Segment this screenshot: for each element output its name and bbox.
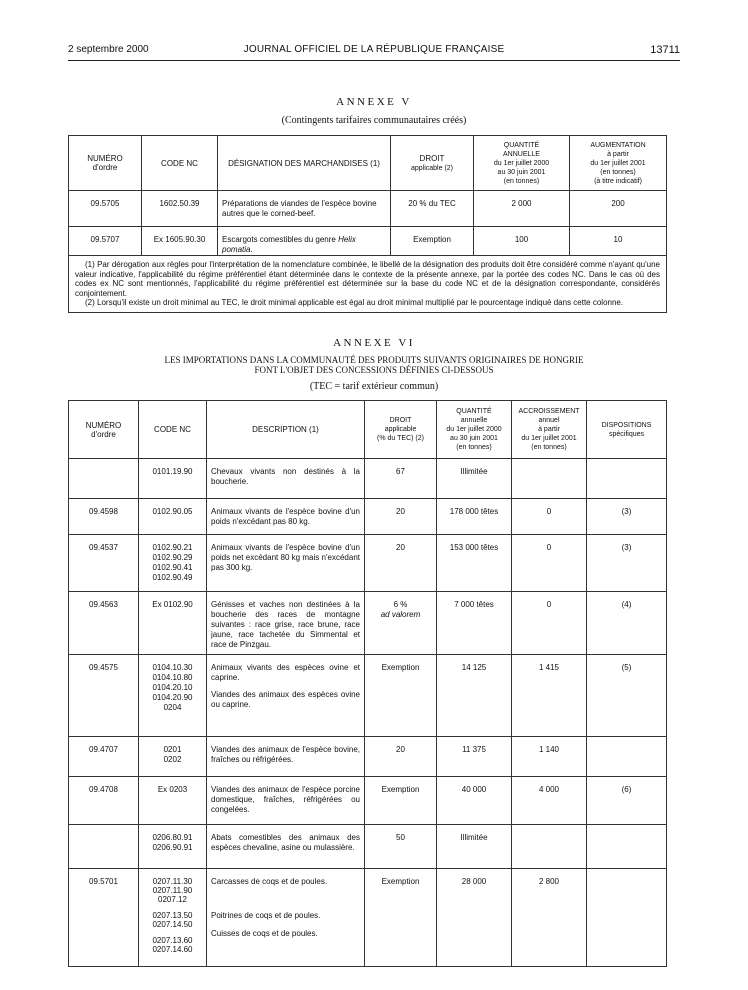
row-description: Génisses et vaches non destinées à la boucherie des races de montagne suivantes : race grise, race brune, race jaune, race tachetée du Simmental et race de Pinzgau. [207,592,365,655]
row-droit: 20 [365,499,437,535]
row-increase: 0 [512,535,587,592]
row-increase [512,825,587,869]
header-rule [68,60,680,61]
page-header [68,44,680,60]
table-row [69,777,667,825]
row-num: 09.4707 [69,737,139,777]
row-increase: 0 [512,592,587,655]
col-droit: DROIT applicable (% du TEC) (2) [365,401,437,459]
annex5-notes [69,256,667,313]
row-description: Viandes des animaux de l'espèce bovine, fraîches ou réfrigérées. [207,737,365,777]
table-row [69,227,667,256]
row-increase: 4 000 [512,777,587,825]
row-increase: 1 415 [512,655,587,737]
row-increase: 0 [512,499,587,535]
col-designation: DÉSIGNATION DES MARCHANDISES (1) [218,136,391,191]
row-num: 09.4598 [69,499,139,535]
row-codes: 0101.19.90 [139,459,207,499]
col-numero: NUMÉRO d'ordre [69,136,142,191]
table-row [69,459,667,499]
row-quantity: 40 000 [437,777,512,825]
row-codes: Ex 0102.90 [139,592,207,655]
row-dispositions: (5) [587,655,667,737]
annex5-table [68,135,667,313]
col-augmentation: AUGMENTATION à partir du 1er juillet 2001 (en tonnes) (à titre indicatif) [570,136,667,191]
row-droit: Exemption [365,655,437,737]
row-description: Abats comestibles des animaux des espèces chevaline, asine ou mulassière. [207,825,365,869]
col-droit: DROIT applicable (2) [391,136,474,191]
page-number: 13711 [650,44,680,56]
row-dispositions [587,869,667,967]
row-droit: 20 [365,737,437,777]
row-droit: 50 [365,825,437,869]
note-2: (2) Lorsqu'il existe un droit minimal au TEC, le droit minimal applicable est égal au droit minimal multiplié par le pourcentage indiqué dans cette colonne. [85,298,624,307]
annex5-header-row [69,136,667,191]
row-num [69,825,139,869]
row-code: Ex 1605.90.30 [142,227,218,256]
table-row [69,737,667,777]
row-codes: 0207.11.30 0207.11.90 0207.12 0207.13.50 0207.14.50 0207.13.60 0207.14.60 [139,869,207,967]
col-accroissement: ACCROISSEMENT annuel à partir du 1er juillet 2001 (en tonnes) [512,401,587,459]
row-quantity: 11 375 [437,737,512,777]
row-droit: Exemption [365,869,437,967]
table-row [69,869,667,967]
row-quantity: 28 000 [437,869,512,967]
row-num: 09.5701 [69,869,139,967]
row-codes: 0201 0202 [139,737,207,777]
table-row [69,499,667,535]
table-row [69,655,667,737]
row-description: Chevaux vivants non destinés à la boucherie. [207,459,365,499]
row-dispositions [587,825,667,869]
row-description: Animaux vivants des espèces ovine et caprine. Viandes des animaux des espèces ovine ou caprine. [207,655,365,737]
row-augmentation: 10 [570,227,667,256]
row-droit: 20 % du TEC [391,191,474,227]
annex6-header-row [69,401,667,459]
journal-title: JOURNAL OFFICIEL DE LA RÉPUBLIQUE FRANÇAISE [243,44,505,55]
row-codes: Ex 0203 [139,777,207,825]
row-codes: 0102.90.21 0102.90.29 0102.90.41 0102.90.49 [139,535,207,592]
row-designation: Préparations de viandes de l'espèce bovine autres que le corned-beef. [218,191,391,227]
row-dispositions: (3) [587,499,667,535]
row-quantity: 14 125 [437,655,512,737]
row-dispositions [587,737,667,777]
header-date: 2 septembre 2000 [68,44,149,55]
row-droit: Exemption [365,777,437,825]
col-quantite: QUANTITÉ annuelle du 1er juillet 2000 au 30 juin 2001 (en tonnes) [437,401,512,459]
row-droit: 20 [365,535,437,592]
row-codes: 0104.10.30 0104.10.80 0104.20.10 0104.20.90 0204 [139,655,207,737]
table-row [69,191,667,227]
row-num: 09.4563 [69,592,139,655]
annex5-notes-row [69,256,667,313]
table-row [69,592,667,655]
row-quantity: 153 000 têtes [437,535,512,592]
row-codes: 0206.80.91 0206.90.91 [139,825,207,869]
row-quantity: Illimitée [437,825,512,869]
annex6-title: ANNEXE VI [333,337,415,349]
row-designation: Escargots comestibles du genre Helix pomatia. [218,227,391,256]
row-quantity: 2 000 [474,191,570,227]
row-droit: 67 [365,459,437,499]
annex5-title: ANNEXE V [336,96,412,108]
row-num: 09.5707 [69,227,142,256]
row-num: 09.4575 [69,655,139,737]
row-description: Animaux vivants de l'espèce bovine d'un poids n'excédant pas 80 kg. [207,499,365,535]
col-dispositions: DISPOSITIONS spécifiques [587,401,667,459]
row-description: Carcasses de coqs et de poules. Poitrines de coqs et de poules. Cuisses de coqs et de poules. [207,869,365,967]
annex6-tec-note: (TEC = tarif extérieur commun) [309,381,439,392]
row-droit: Exemption [391,227,474,256]
col-quantite: QUANTITÉ ANNUELLE du 1er juillet 2000 au 30 juin 2001 (en tonnes) [474,136,570,191]
annex6-table [68,400,667,967]
annex6-heading-line2: FONT L'OBJET DES CONCESSIONS DÉFINIES CI-DESSOUS [254,365,494,375]
row-increase: 2 800 [512,869,587,967]
row-quantity: 178 000 têtes [437,499,512,535]
note-1: (1) Par dérogation aux règles pour l'interprétation de la nomenclature combinée, le libellé de la désignation des produits doit être considéré comme n'ayant qu'une valeur indicative, l'applicabilité du régime préférentiel étant déterminée dans le contexte de la présente annexe, par la portée des codes NC. Dans le cas où des codes ex NC sont mentionnés, l'applicabilité du régime préférentiel est déterminée sur la base du code NC et de la désignation correspondante, considérés conjointement. [75,260,660,298]
col-code-nc: CODE NC [139,401,207,459]
row-augmentation: 200 [570,191,667,227]
col-code-nc: CODE NC [142,136,218,191]
row-increase [512,459,587,499]
row-description: Animaux vivants de l'espèce bovine d'un poids net excédant 80 kg mais n'excédant pas 300 kg. [207,535,365,592]
table-row [69,825,667,869]
row-num: 09.4537 [69,535,139,592]
row-droit: 6 % ad valorem [365,592,437,655]
row-quantity: 7 000 têtes [437,592,512,655]
row-num: 09.4708 [69,777,139,825]
row-num [69,459,139,499]
col-numero: NUMÉRO d'ordre [69,401,139,459]
row-dispositions: (3) [587,535,667,592]
row-increase: 1 140 [512,737,587,777]
row-quantity: 100 [474,227,570,256]
row-code: 1602.50.39 [142,191,218,227]
row-codes: 0102.90.05 [139,499,207,535]
row-dispositions [587,459,667,499]
row-num: 09.5705 [69,191,142,227]
col-description: DESCRIPTION (1) [207,401,365,459]
row-quantity: Illimitée [437,459,512,499]
row-description: Viandes des animaux de l'espèce porcine domestique, fraîches, réfrigérées ou congelées. [207,777,365,825]
annex6-heading-line1: LES IMPORTATIONS DANS LA COMMUNAUTÉ DES PRODUITS SUIVANTS ORIGINAIRES DE HONGRIE [164,355,584,365]
annex5-subtitle: (Contingents tarifaires communautaires créés) [281,115,467,126]
row-dispositions: (4) [587,592,667,655]
table-row [69,535,667,592]
row-dispositions: (6) [587,777,667,825]
